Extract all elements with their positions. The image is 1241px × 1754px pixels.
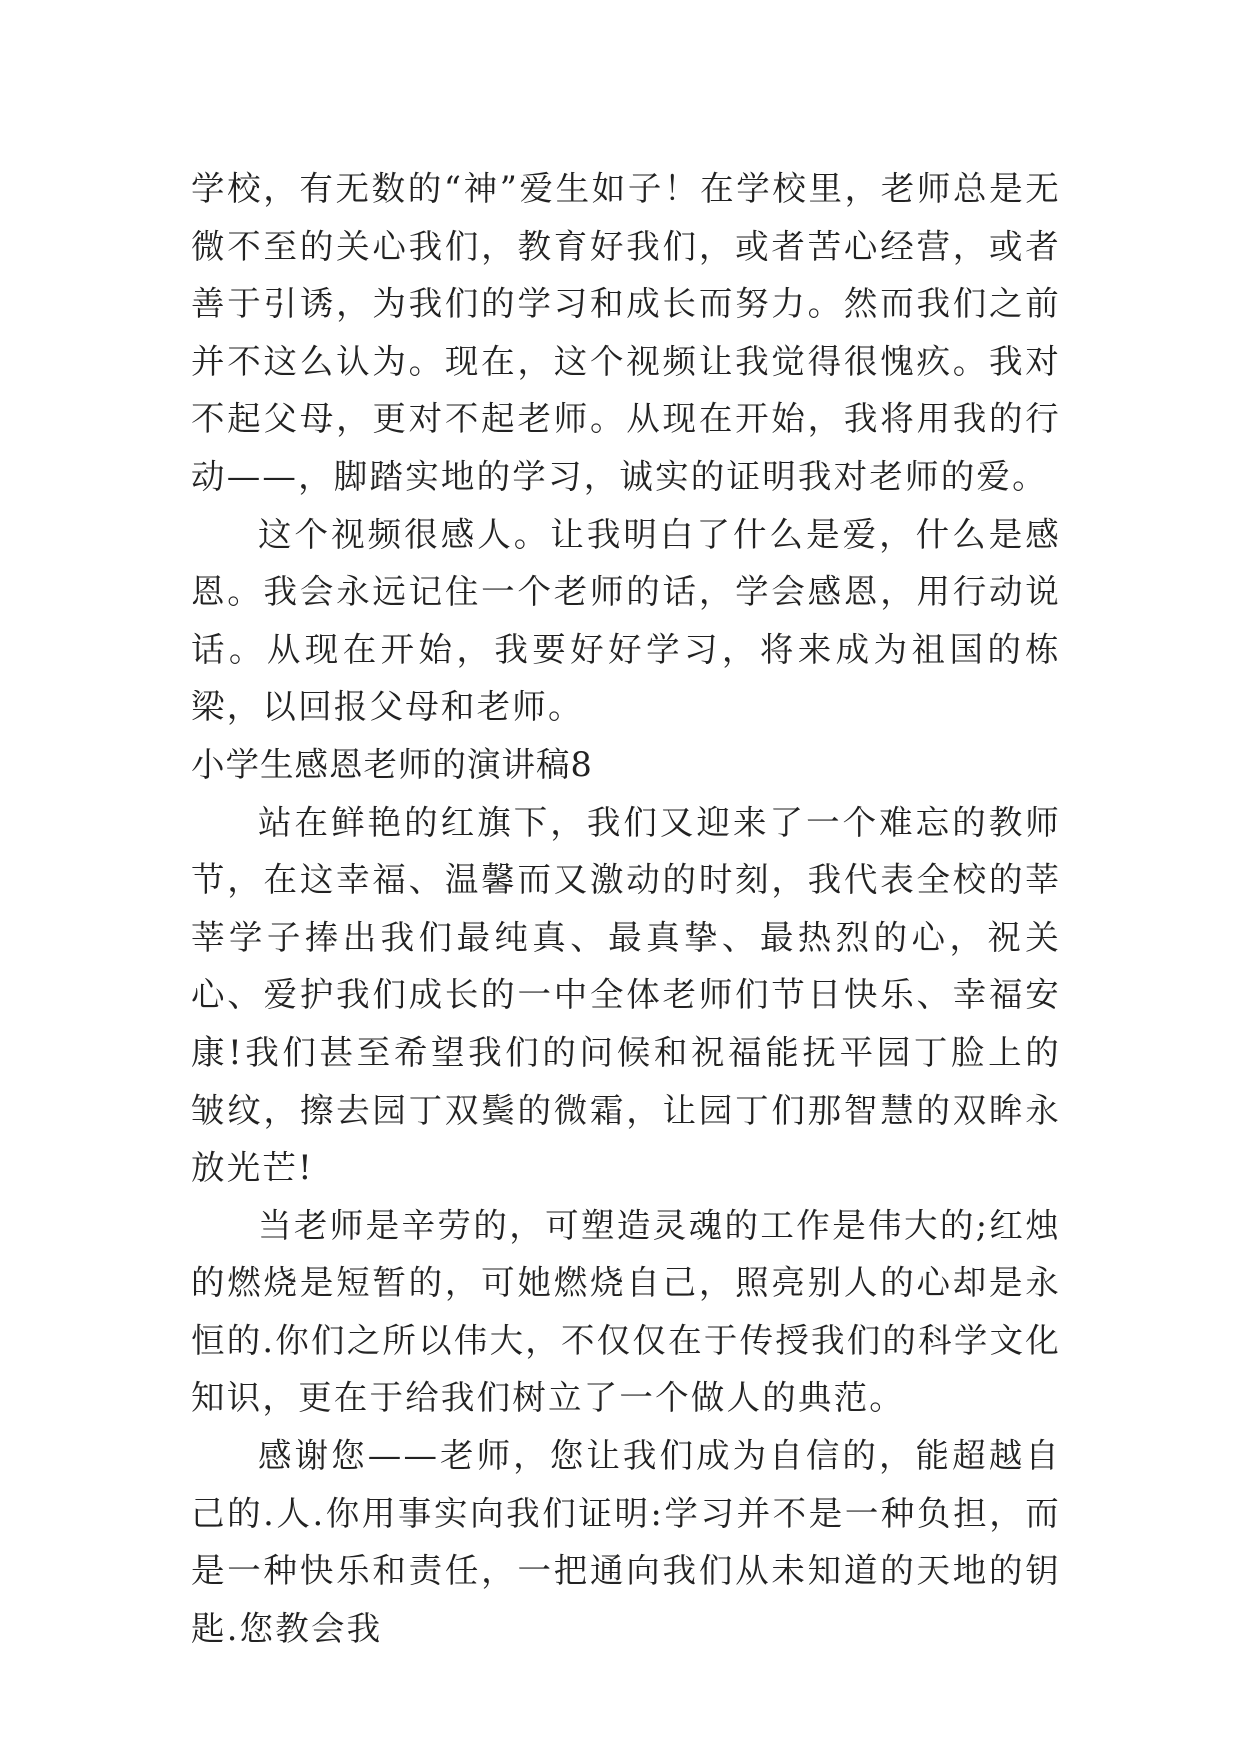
paragraph: 当老师是辛劳的，可塑造灵魂的工作是伟大的;红烛的燃烧是短暂的，可她燃烧自己，照亮别人的心却是永恒的.你们之所以伟大，不仅仅在于传授我们的科学文化知识，更在于给我们树立了一个做人的典范。 xyxy=(191,1205,1061,1418)
paragraph: 站在鲜艳的红旗下，我们又迎来了一个难忘的教师节，在这幸福、温馨而又激动的时刻，我代表全校的莘莘学子捧出我们最纯真、最真挚、最热烈的心，祝关心、爱护我们成长的一中全体老师们节日快乐、幸福安康!我们甚至希望我们的问候和祝福能抚平园丁脸上的皱纹，擦去园丁双鬓的微霜，让园丁们那智慧的双眸永放光芒! xyxy=(191,802,1061,1188)
document-body xyxy=(191,160,1061,1657)
paragraph: 这个视频很感人。让我明白了什么是爱，什么是感恩。我会永远记住一个老师的话，学会感恩，用行动说话。从现在开始，我要好好学习，将来成为祖国的栋梁，以回报父母和老师。 xyxy=(191,514,1061,727)
section-heading: 小学生感恩老师的演讲稿8 xyxy=(191,744,593,784)
paragraph-continued: 学校，有无数的“神”爱生如子！在学校里，老师总是无微不至的关心我们，教育好我们，或者苦心经营，或者善于引诱，为我们的学习和成长而努力。然而我们之前并不这么认为。现在，这个视频让我觉得很愧疚。我对不起父母，更对不起老师。从现在开始，我将用我的行动——，脚踏实地的学习，诚实的证明我对老师的爱。 xyxy=(191,169,1061,496)
paragraph: 感谢您——老师，您让我们成为自信的，能超越自己的.人.你用事实向我们证明:学习并不是一种负担，而是一种快乐和责任，一把通向我们从未知道的天地的钥匙.您教会我 xyxy=(191,1436,1061,1648)
